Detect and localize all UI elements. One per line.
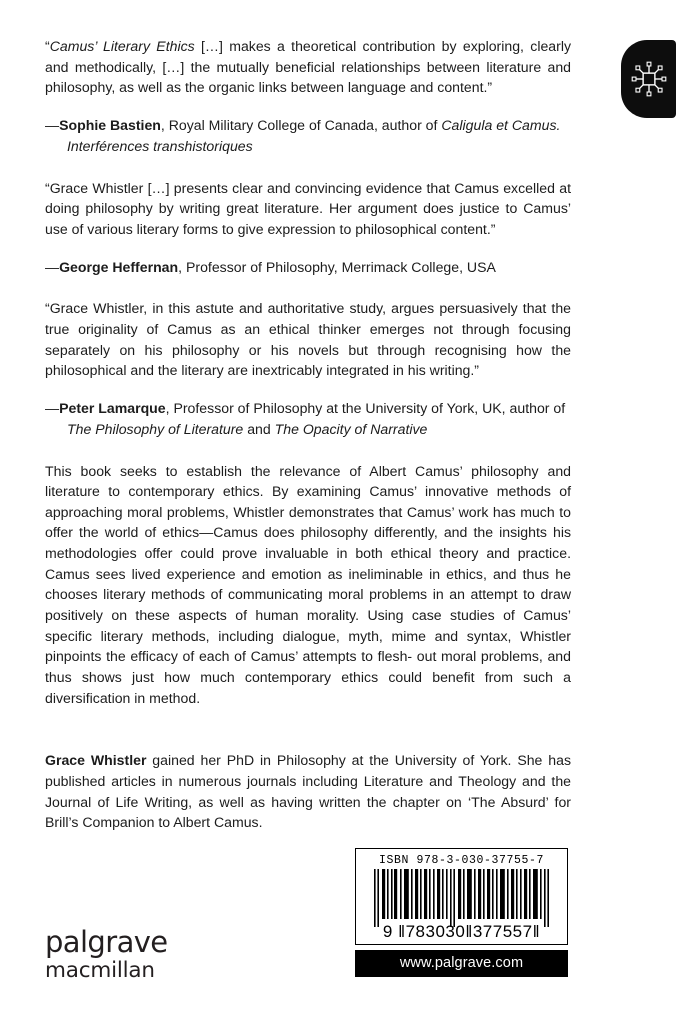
endorser-affiliation: , Royal Military College of Canada, author of (160, 117, 442, 134)
endorsement-quote: “Grace Whistler, in this astute and authoritative study, argues persuasively that the true originality of Camus as an ethical thinker emerges not through focusing separately on his philosophy or his novels but through recognising how the philosophical and the literary are inextricably integrated in his writing.” (45, 300, 571, 379)
spacer (45, 277, 571, 298)
attribution-dash: — (45, 117, 60, 134)
endorser-work-title: The Opacity of Narrative (274, 420, 428, 437)
endorsement-block (45, 178, 571, 278)
endorsement-block (45, 298, 571, 439)
quote-part: […] makes a theoretical contribution by exploring, clearly and methodically, […] the mutually beneficial relationships between literature and philosophy, as well as the organic links between language and content.” (45, 38, 571, 96)
isbn-barcode-block (355, 848, 568, 977)
barcode-digits: 9 ‖783030‖377557‖ (382, 922, 541, 941)
quote-part-title: Camus’ Literary Ethics (49, 38, 195, 54)
spacer (45, 157, 571, 178)
endorser-work-title: Caligula et Camus. Interférences transhistoriques (67, 117, 561, 154)
quote-part: “ (45, 38, 50, 54)
endorsement-attribution (45, 398, 571, 439)
endorser-affiliation: , Professor of Philosophy, Merrimack College, USA (178, 258, 496, 275)
author-name: Grace Whistler (45, 752, 147, 769)
logo-line-palgrave: palgrave (45, 925, 168, 959)
author-bio (45, 750, 571, 833)
attribution-conjunction: and (243, 420, 275, 437)
spacer (45, 725, 571, 750)
isbn-number: ISBN 978-3-030-37755-7 (378, 854, 545, 867)
back-cover-text-column (45, 36, 571, 833)
barcode-card (355, 848, 568, 945)
author-bio-text: gained her PhD in Philosophy at the University of York. She has published articles in numerous journals including Literature and Theology and the Journal of Life Writing, as well as having written the chapter on ‘The Absurd’ for Brill’s Companion to Albert Camus. (45, 752, 571, 831)
radial-burst-icon (628, 58, 670, 100)
endorsement-attribution (45, 115, 571, 156)
attribution-dash: — (45, 258, 60, 275)
publisher-url-bar: www.palgrave.com (355, 950, 568, 977)
endorser-affiliation: , Professor of Philosophy at the University of York, UK, author of (165, 400, 566, 417)
endorsement-attribution (45, 257, 571, 278)
spacer (45, 440, 571, 461)
attribution-dash: — (45, 400, 60, 417)
endorsement-quote: “Grace Whistler […] presents clear and convincing evidence that Camus excelled at doing philosophy by writing great literature. Her argument does justice to Camus’ use of various literary forms to give expression to philosophical content.” (45, 179, 571, 237)
endorser-name: Peter Lamarque (59, 400, 166, 417)
endorser-name: George Heffernan (59, 258, 179, 275)
endorser-name: Sophie Bastien (59, 117, 161, 134)
endorsement-quote (45, 36, 571, 98)
palgrave-macmillan-logo (45, 925, 168, 983)
book-description: This book seeks to establish the relevance of Albert Camus’ philosophy and literature to contemporary ethics. By examining Camus’ innovative methods of approaching moral problems, Whistler demonstrates that Camus’ work has much to offer the world of ethics—Camus does philosophy differently, and the insights his methodologies offer could prove invaluable in both ethical theory and practice. Camus sees lived experience and emotion as ineliminable in ethics, and thus he chooses literary methods of communicating moral problems in an attempt to draw positively on these aspects of human morality. Using case studies of Camus’ specific literary methods, including dialogue, myth, mime and syntax, Whistler pinpoints the efficacy of each of Camus’ attempts to flesh- out moral problems, and thus shows just how much contemporary ethics could benefit from such a diversification in method. (45, 462, 571, 706)
logo-line-macmillan: macmillan (45, 958, 155, 983)
barcode-bars (356, 869, 567, 927)
endorsement-block (45, 36, 571, 157)
endorser-work-title: The Philosophy of Literature (67, 420, 244, 437)
publisher-tab (621, 40, 676, 118)
